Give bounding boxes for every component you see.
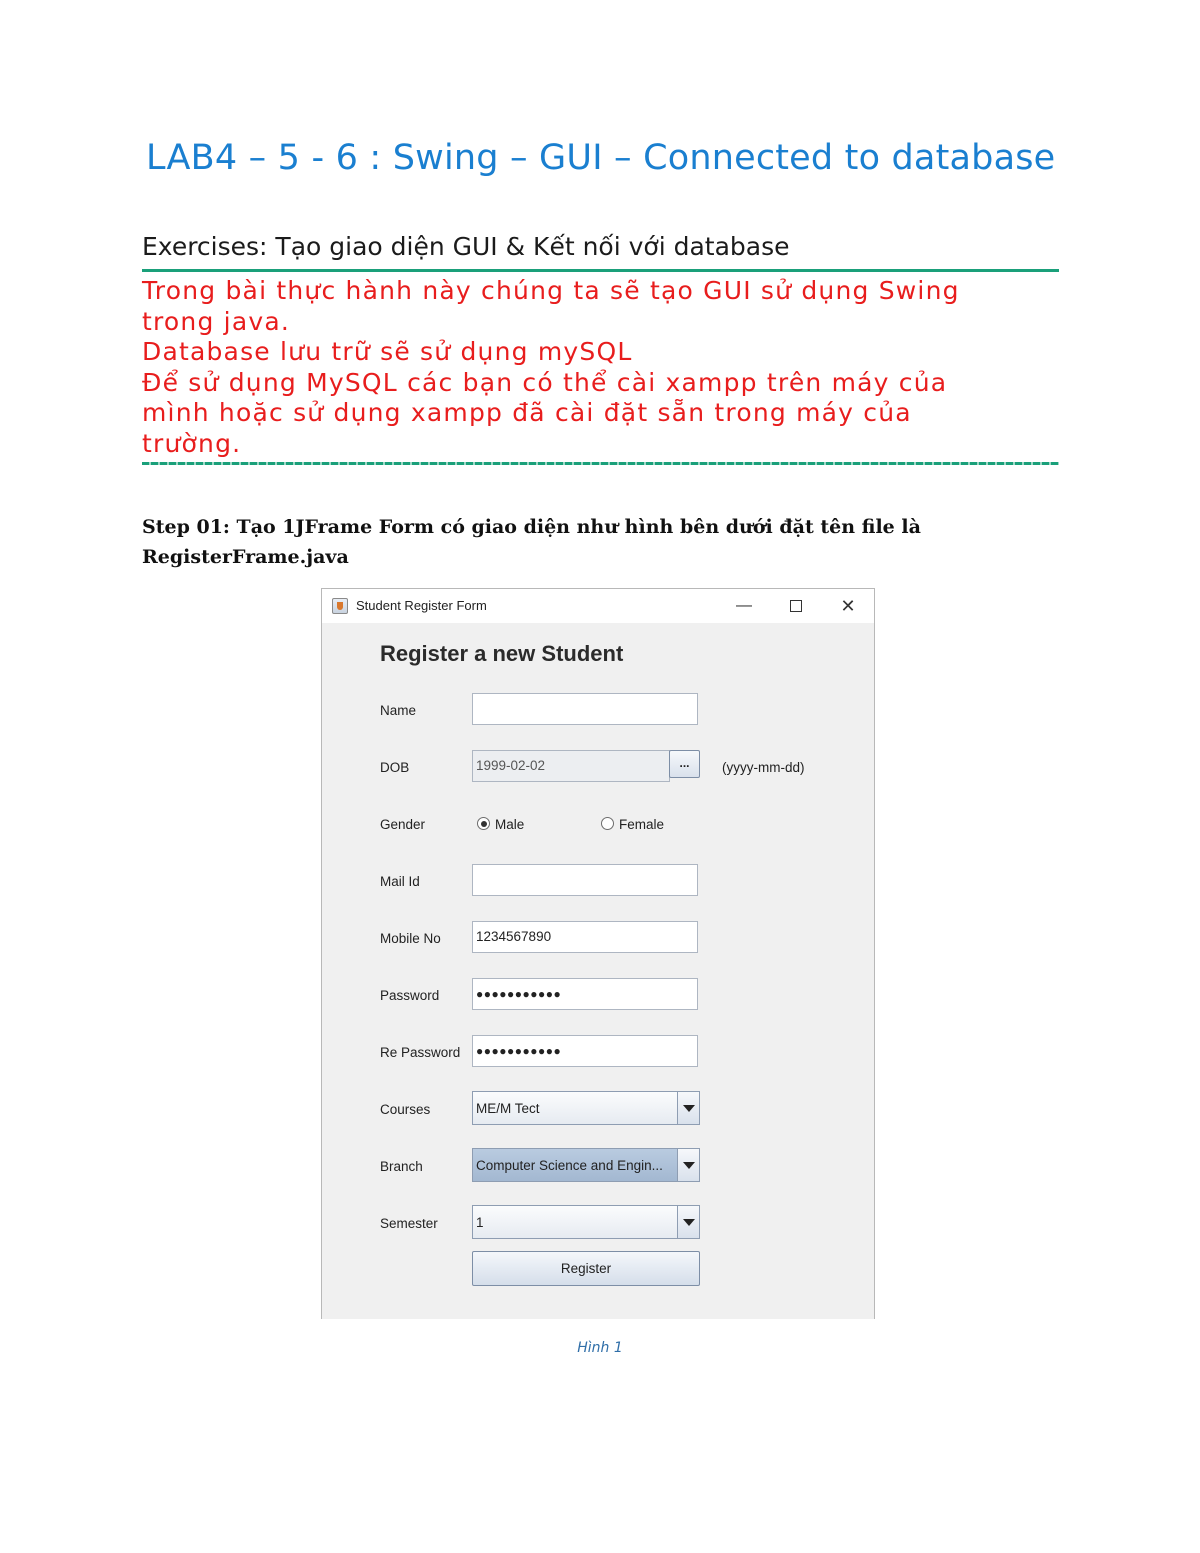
intro-line: trường. bbox=[142, 428, 242, 458]
window-title: Student Register Form bbox=[356, 598, 487, 613]
chevron-down-icon[interactable] bbox=[677, 1092, 699, 1124]
radio-selected-icon bbox=[477, 817, 490, 830]
semester-label: Semester bbox=[380, 1216, 438, 1231]
name-label: Name bbox=[380, 703, 417, 718]
close-button[interactable]: ✕ bbox=[840, 596, 856, 616]
dob-label: DOB bbox=[380, 760, 410, 775]
branch-label: Branch bbox=[380, 1159, 423, 1174]
step-line: RegisterFrame.java bbox=[142, 546, 349, 568]
maximize-icon bbox=[790, 600, 802, 612]
name-input[interactable] bbox=[472, 693, 698, 725]
intro-line: trong java. bbox=[142, 306, 291, 336]
branch-combobox[interactable] bbox=[472, 1148, 700, 1182]
intro-bottom-rule bbox=[142, 462, 1059, 465]
mail-input[interactable] bbox=[472, 864, 698, 896]
courses-value: ME/M Tect bbox=[476, 1101, 540, 1116]
password-input[interactable]: ●●●●●●●●●●● bbox=[472, 978, 698, 1010]
gender-label: Gender bbox=[380, 817, 426, 832]
gender-female-radio[interactable] bbox=[601, 817, 664, 832]
dob-picker-button[interactable]: ... bbox=[669, 750, 700, 778]
chevron-down-icon[interactable] bbox=[677, 1149, 699, 1181]
dob-format-hint: (yyyy-mm-dd) bbox=[722, 760, 805, 775]
radio-unselected-icon bbox=[601, 817, 614, 830]
courses-combobox[interactable] bbox=[472, 1091, 700, 1125]
courses-label: Courses bbox=[380, 1102, 431, 1117]
figure-caption: Hình 1 bbox=[577, 1340, 623, 1356]
step-line: Step 01: Tạo 1JFrame Form có giao diện như hình bên dưới đặt tên file là bbox=[142, 516, 921, 538]
exercises-heading: Exercises: Tạo giao diện GUI & Kết nối với database bbox=[142, 232, 790, 261]
repassword-input[interactable]: ●●●●●●●●●●● bbox=[472, 1035, 698, 1067]
java-app-icon bbox=[332, 598, 348, 614]
gender-male-radio[interactable] bbox=[477, 817, 524, 832]
mobile-label: Mobile No bbox=[380, 931, 441, 946]
semester-value: 1 bbox=[476, 1215, 484, 1230]
step-01-text bbox=[142, 512, 1042, 572]
branch-value: Computer Science and Engin... bbox=[476, 1158, 663, 1173]
intro-line: Trong bài thực hành này chúng ta sẽ tạo GUI sử dụng Swing bbox=[142, 276, 960, 305]
mail-label: Mail Id bbox=[380, 874, 420, 889]
mobile-input[interactable]: 1234567890 bbox=[472, 921, 698, 953]
password-label: Password bbox=[380, 988, 440, 1003]
document-title: LAB4 – 5 - 6 : Swing – GUI – Connected to database bbox=[146, 138, 1056, 178]
female-label: Female bbox=[619, 817, 665, 832]
intro-line: Để sử dụng MySQL các bạn có thể cài xampp trên máy của bbox=[142, 367, 948, 397]
heading-underline bbox=[142, 269, 1059, 272]
window-titlebar bbox=[322, 589, 874, 623]
register-button[interactable]: Register bbox=[472, 1251, 700, 1286]
register-form-window bbox=[321, 588, 875, 1319]
maximize-button[interactable] bbox=[776, 593, 816, 619]
minimize-button[interactable]: — bbox=[736, 597, 752, 614]
male-label: Male bbox=[495, 817, 525, 832]
repassword-label: Re Password bbox=[380, 1045, 461, 1060]
intro-text bbox=[142, 276, 1062, 459]
intro-line: Database lưu trữ sẽ sử dụng mySQL bbox=[142, 337, 633, 366]
form-heading: Register a new Student bbox=[380, 641, 624, 666]
dob-input[interactable]: 1999-02-02 bbox=[472, 750, 670, 782]
semester-combobox[interactable] bbox=[472, 1205, 700, 1239]
intro-line: mình hoặc sử dụng xampp đã cài đặt sẵn trong máy của bbox=[142, 398, 912, 427]
chevron-down-icon[interactable] bbox=[677, 1206, 699, 1238]
